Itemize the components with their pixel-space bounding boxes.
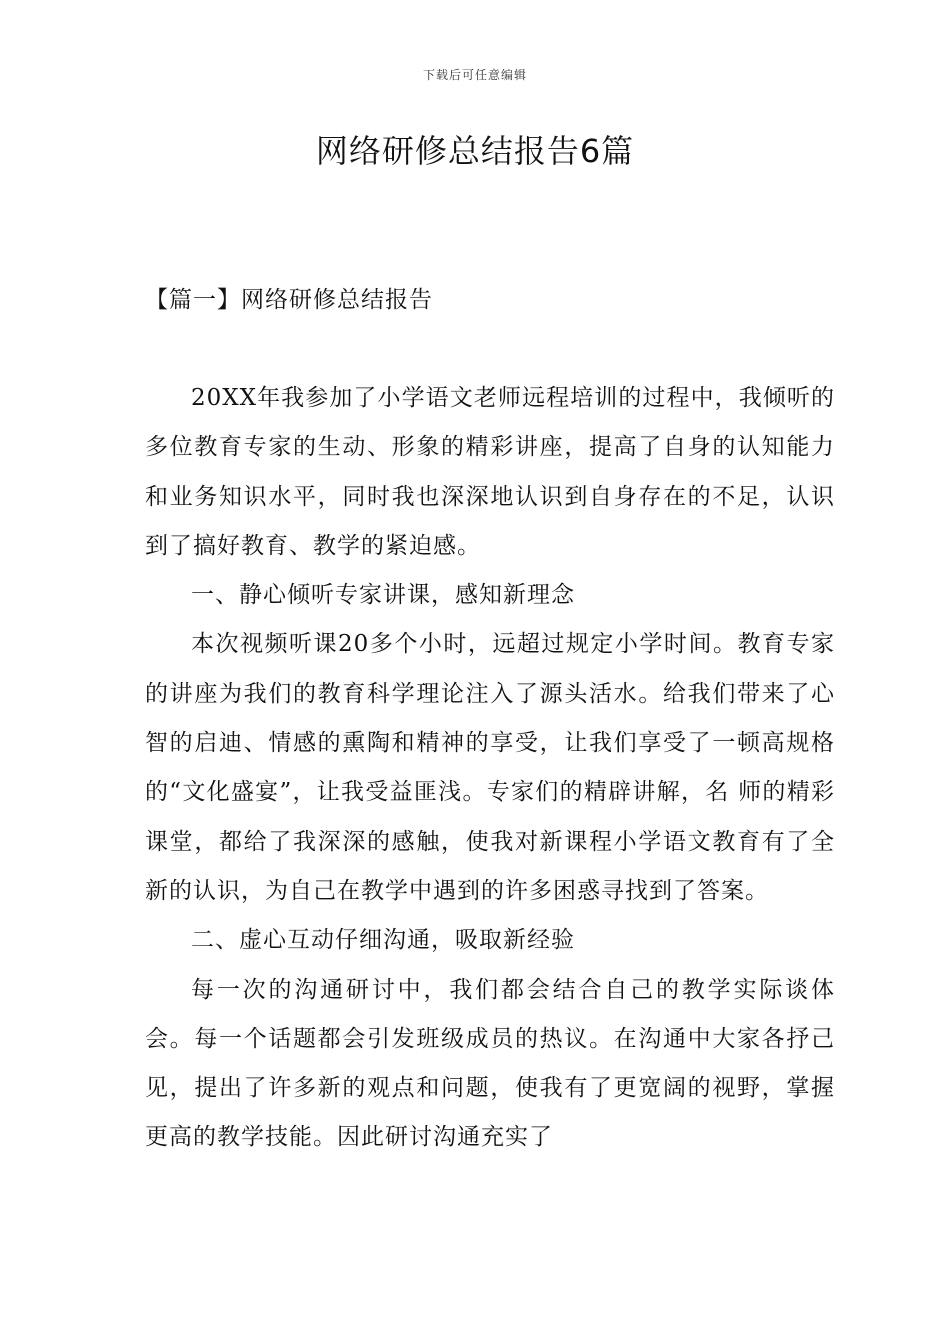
header-note: 下载后可任意编辑 — [422, 68, 527, 82]
body-text — [145, 374, 835, 1163]
subheading-two: 二、虚心互动仔细沟通，吸取新经验 — [191, 927, 575, 954]
paragraph-intro: 20XX年我参加了小学语文老师远程培训的过程中，我倾听的多位教育专家的生动、形象的精彩讲座，提高了自身的认知能力和业务知识水平，同时我也深深地认识到自身存在的不足，认识到了搞好教育、教学的紧迫感。 — [145, 385, 835, 559]
paragraph-two: 每一次的沟通研讨中，我们都会结合自己的教学实际谈体会。每一个话题都会引发班级成员的热议。在沟通中大家各抒己见，提出了许多新的观点和问题，使我有了更宽阔的视野，掌握更高的教学技能。因此研讨沟通充实了 — [145, 976, 835, 1151]
document-title: 网络研修总结报告6篇 — [315, 132, 635, 170]
subheading-one: 一、静心倾听专家讲课，感知新理念 — [191, 582, 575, 609]
section-heading: 【篇一】网络研修总结报告 — [145, 287, 433, 313]
paragraph-one: 本次视频听课20多个小时，远超过规定小学时间。教育专家的讲座为我们的教育科学理论注入了源头活水。给我们带来了心智的启迪、情感的熏陶和精神的享受，让我们享受了一顿高规格的“文化盛宴”，让我受益匪浅。专家们的精辟讲解，名 师的精彩课堂，都给了我深深的感触，使我对新课程小学语文教育有了全新的认识，为自己在教学中遇到的许多困惑寻找到了答案。 — [145, 631, 835, 904]
